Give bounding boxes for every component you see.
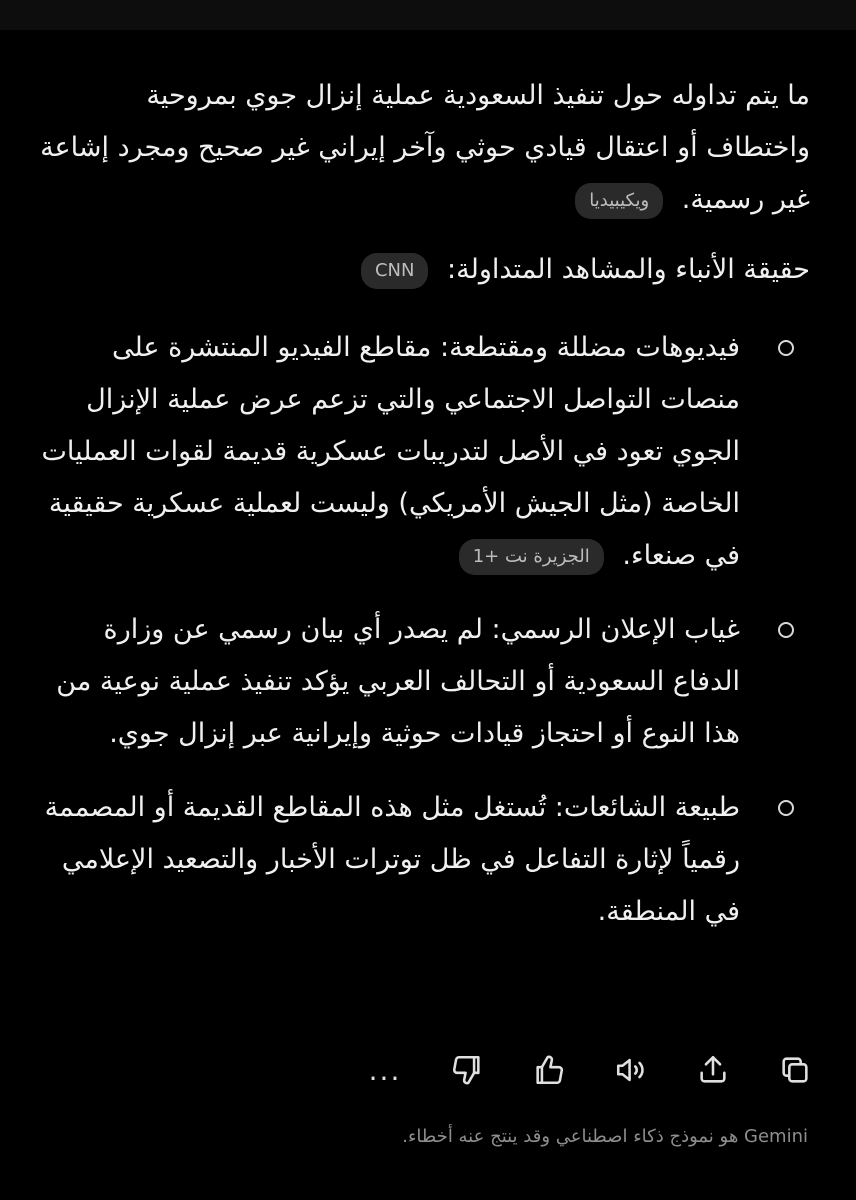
source-chip-aljazeera[interactable]: الجزيرة نت +1 xyxy=(459,539,604,575)
disclaimer-text: Gemini هو نموذج ذكاء اصطناعي وقد ينتج عنه أخطاء. xyxy=(402,1126,808,1147)
answer-paragraph-text: ما يتم تداوله حول تنفيذ السعودية عملية إنزال جوي بمروحية واختطاف أو اعتقال قيادي حوثي وآخر إيراني غير صحيح ومجرد إشاعة غير رسمية. xyxy=(40,80,810,215)
answer-paragraph xyxy=(40,70,810,226)
share-icon xyxy=(696,1053,730,1087)
section-heading xyxy=(40,244,810,296)
bullet-list xyxy=(40,322,810,938)
top-bar xyxy=(0,0,856,30)
bullet-circle-icon xyxy=(778,800,794,816)
list-item xyxy=(40,782,810,938)
like-button[interactable] xyxy=(524,1045,574,1095)
share-button[interactable] xyxy=(688,1045,738,1095)
response-actions xyxy=(360,1040,820,1100)
section-heading-text: حقيقة الأنباء والمشاهد المتداولة: xyxy=(447,254,810,285)
list-item-text: طبيعة الشائعات: تُستغل مثل هذه المقاطع القديمة أو المصممة رقمياً لإثارة التفاعل في ظل توترات الأخبار والتصعيد الإعلامي في المنطقة. xyxy=(44,792,740,927)
bullet-circle-icon xyxy=(778,622,794,638)
dislike-button[interactable] xyxy=(442,1045,492,1095)
list-item xyxy=(40,604,810,760)
source-chip-wikipedia[interactable]: ويكيبيديا xyxy=(575,183,663,219)
bullet-circle-icon xyxy=(778,340,794,356)
response-content xyxy=(40,70,810,960)
thumbs-up-icon xyxy=(532,1053,566,1087)
list-item-text: فيديوهات مضللة ومقتطعة: مقاطع الفيديو المنتشرة على منصات التواصل الاجتماعي والتي تزعم عرض عملية الإنزال الجوي تعود في الأصل لتدريبات عسكرية قديمة لقوات العمليات الخاصة (مثل الجيش الأمريكي) وليست لعملية عسكرية حقيقية في صنعاء. xyxy=(41,332,740,571)
speaker-icon xyxy=(614,1053,648,1087)
list-item xyxy=(40,322,810,582)
thumbs-down-icon xyxy=(450,1053,484,1087)
listen-button[interactable] xyxy=(606,1045,656,1095)
source-chip-cnn[interactable]: CNN xyxy=(361,253,429,289)
copy-button[interactable] xyxy=(770,1045,820,1095)
more-options-button[interactable]: ... xyxy=(368,1053,402,1087)
copy-icon xyxy=(778,1053,812,1087)
list-item-text: غياب الإعلان الرسمي: لم يصدر أي بيان رسمي عن وزارة الدفاع السعودية أو التحالف العربي يؤكد تنفيذ عملية نوعية من هذا النوع أو احتجاز قيادات حوثية وإيرانية عبر إنزال جوي. xyxy=(56,614,740,749)
